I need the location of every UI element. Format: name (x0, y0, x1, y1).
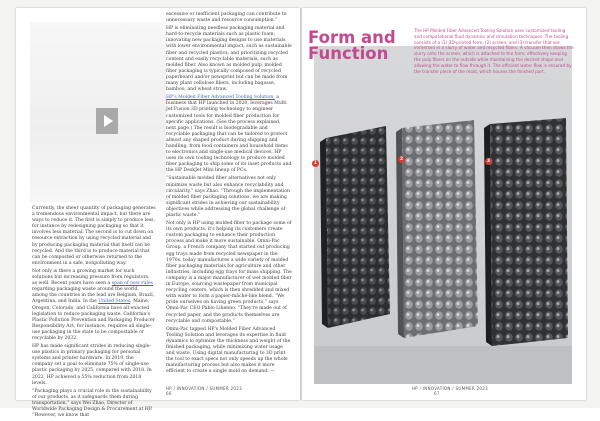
molds-photo (314, 46, 572, 384)
page-number: 66 (166, 391, 172, 396)
span-of-new-rules-link[interactable]: span of new rules (111, 281, 153, 287)
caption-text: The HP Molded Fiber Advanced Tooling Solution uses customized tooling and computational fluid dynamics and simulation techniques. The tooling consists of a (1) 3D-printed form, (2) screen, and (3) transfer that are immersed in a slurry of water and recycled fibers. A vacuum then draws the slurry onto the screen, which is attached to the form, effectively keeping the pulp fibers on the outside while maintaining the desired shape and allowing the water to flow through it. The efficient water flow is ensured by the transfer piece of the mold, which houses the finished part. (414, 28, 574, 74)
paragraph: Currently, the sheer quantity of packaging generates a tremendous environmental impact, but there are ways to reduce it. The first is simply to produce less, for instance by redesigning packaging so that it involves less material. The second is to cut down on resource extraction by using recycled material and by producing packaging material that itself can be recycled. And the third is to produce material that can be composted or otherwise returned to the environment in a safe, nonpolluting way. (32, 206, 156, 266)
heading-line-2: Function (308, 44, 389, 63)
video-thumbnail[interactable] (30, 22, 166, 202)
badge-2: 2 (399, 157, 404, 162)
paragraph: Not only is there a growing market for such solutions but increasing pressure from regulators, as well. Recent years have seen a span of new rules regarding packaging waste around the world, among the countries in the lead are Belgium, Brazil, Argentina, and India. In the United States, Maine, Oregon, Colorado, and California have all enacted legislation to reduce packaging waste. California's Plastic Pollution Prevention and Packaging Producer Responsibility Act, for instance, requires all single-use packaging in the state to be compostable or recyclable by 2032. (32, 268, 155, 341)
left-text-column (32, 206, 156, 421)
paragraph: HP has made significant strides in reducing single-use plastics in primary packaging for personal systems and printer hardware. In 2019, the company set a goal to eliminate 75% of single-use plastic packaging by 2025, compared with 2018. In 2022, HP achieved a 55% reduction from 2018 levels. (32, 344, 152, 386)
paragraph: “Sustainable molded fiber alternatives not only minimize waste but also enhance recyclability and circularity,” says Zhao. “Through the implementation of molded fiber packaging solutions, we are making significant strides in achieving our sustainability objectives while addressing the global challenge of plastic waste.” (166, 176, 290, 218)
page-number: 67 (434, 391, 440, 396)
mold-transfer-3 (484, 118, 568, 346)
right-text-column (166, 12, 292, 377)
right-page (302, 8, 586, 400)
left-page (16, 8, 300, 419)
folio-right: HP / INNOVATION / SUMMER 2023 67 (412, 386, 488, 396)
play-triangle (104, 115, 113, 127)
molded-fiber-tooling-link[interactable]: HP's Molded Fiber Advanced Tooling Solution, (166, 95, 275, 101)
badge-3: 3 (486, 159, 491, 164)
play-icon[interactable] (96, 108, 118, 134)
paragraph: excessive or inefficient packaging can contribute to unnecessary waste and resource consumption.” (166, 12, 287, 24)
united-states-link[interactable]: United States (98, 299, 131, 305)
molds-illustration (314, 46, 572, 384)
badge-1: 1 (313, 161, 318, 166)
heading-line-1: Form and (308, 28, 396, 47)
paragraph: Not only is HP using molded fiber to package some of its own products, it's helping its customers create custom packaging to enhance their production process and make it more sustainable. Omni-Pac Group, a French company that started out producing egg trays made from recycled newspaper in the 1970s, today manufactures a wide variety of molded fiber packaging materials for agriculture and other industries, including egg trays for mass shipping. The company is a major manufacturer of wet molded fiber in Europe, sourcing wastepaper from municipal recycling centers, which is then shredded and mixed with water to form a papier-mâché-like blend. “We pride ourselves on having green products,” says Omni-Pac CEO Pablo Lilienno. “They're made out of recycled paper, and the products themselves are recyclable and compostable.” (166, 221, 292, 324)
mold-screen-2 (396, 120, 478, 338)
paragraph: Omni-Pac tapped HP's Molded Fiber Advanced Tooling Solution and leverages its expertise in fluid dynamics to optimize the thickness and weight of the finished packaging, while minimizing water usage and waste. Using digital manufacturing to 3D print the tool to exact specs not only speeds up the whole manufacturing process but also makes it more efficient to create a single mold on demand. → (166, 326, 291, 375)
page-title (308, 30, 404, 62)
paragraph: HP's Molded Fiber Advanced Tooling Solution, a business that HP launched in 2020, leverages Multi Jet Fusion 3D printing technology to engineer customized tools for molded fiber production for specific applications. (See the process explained, next page.) The result is biodegradable and recyclable packaging that can be tailored to protect almost any shaped product during shipping and handling, from food containers and household items to electronics and single-use medical devices. HP uses its own tooling technology to produce molded fiber packaging to ship some of its inset products and the HP DeskJet Mini lineup of PCs. (166, 95, 292, 174)
paragraph: “Packaging plays a crucial role in the sustainability of our products, as it safeguards them during transportation,” says Wei Zhao, Director of Worldwide Packaging Design & Procurement at HP. “However, we know that (32, 388, 153, 419)
table-surface (314, 346, 572, 384)
mold-form-1 (320, 126, 390, 328)
folio-left: HP / INNOVATION / SUMMER 2023 66 (166, 386, 242, 396)
paragraph: HP is eliminating needless packaging material and hard-to-recycle materials such as plastic foam; innovating new packaging designs to use materials with lower environmental impact, such as sustainable fiber and recycled plastics; and prioritizing recycled content and easily recyclable materials, such as molded fiber. Also known as molded pulp, molded fiber packaging is typically composed of recycled paperboard and/or newsprint but can be made from many plant cellulose fibers, including bagasse, bamboo, and wheat straw. (166, 26, 292, 93)
